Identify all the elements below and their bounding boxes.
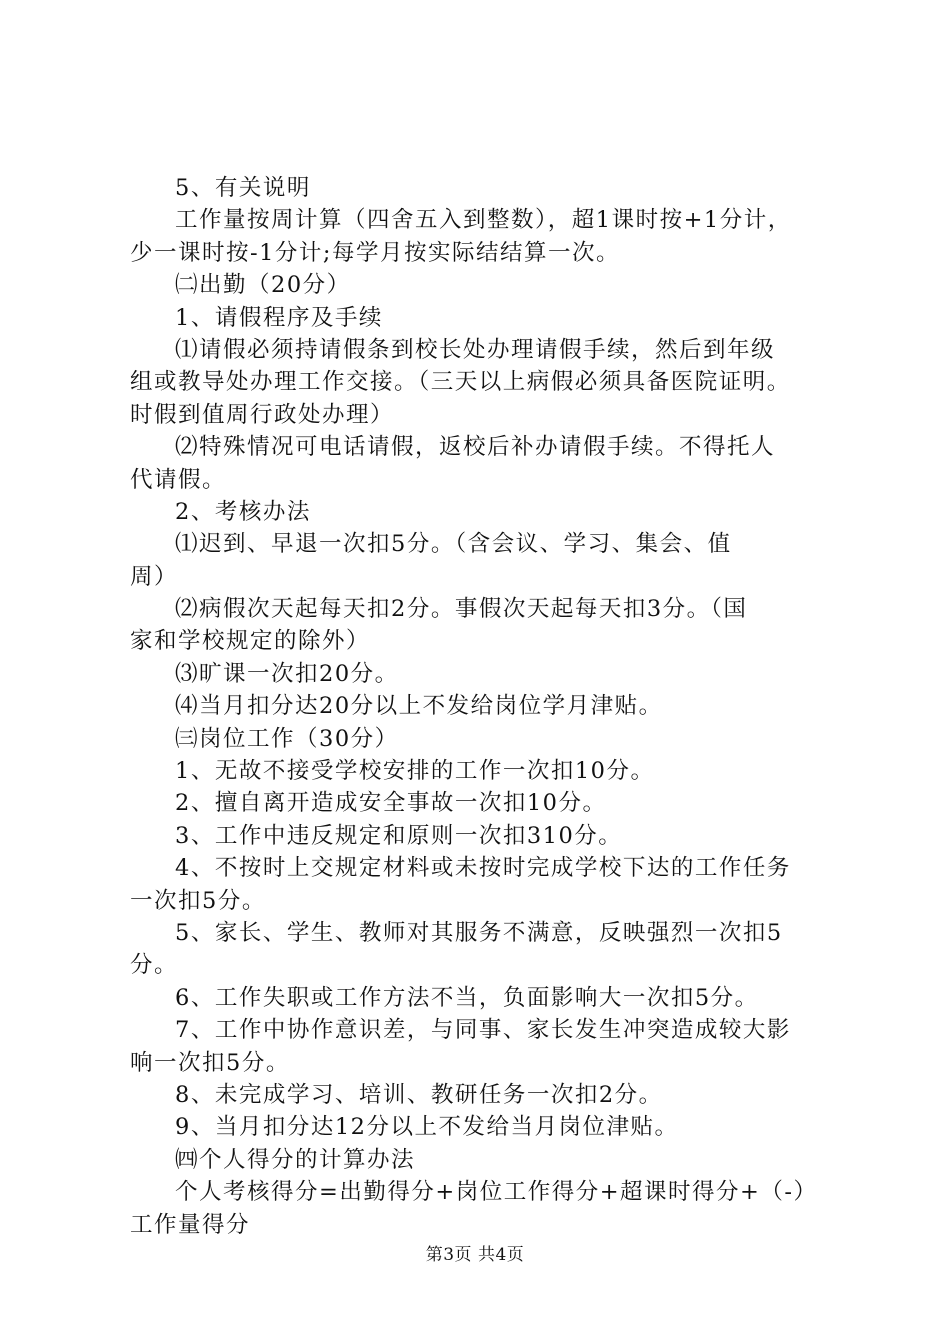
- text-line: 2、擅自离开造成安全事故一次扣10分。: [175, 790, 607, 817]
- text-line: 一次扣5分。: [130, 887, 266, 914]
- text-line: 5、有关说明: [175, 175, 311, 201]
- text-line: 2、考核办法: [175, 498, 311, 525]
- text-line: 5、家长、学生、教师对其服务不满意，反映强烈一次扣5: [175, 919, 783, 946]
- text-line: 3、工作中违反规定和原则一次扣310分。: [175, 822, 623, 849]
- text-line: ⑵特殊情况可电话请假，返校后补办请假手续。不得托人: [175, 434, 776, 461]
- page-footer: 第3页 共4页: [425, 1245, 525, 1265]
- text-line: 代请假。: [130, 466, 227, 493]
- text-line: ⑴请假必须持请假条到校长处办理请假手续，然后到年级: [175, 336, 776, 363]
- text-line: 1、无故不接受学校安排的工作一次扣10分。: [175, 758, 655, 785]
- text-line: ⑵病假次天起每天扣2分。事假次天起每天扣3分。（国: [175, 596, 748, 623]
- text-line: 分。: [130, 952, 179, 979]
- text-line: 响一次扣5分。: [130, 1049, 290, 1076]
- text-line: 工作量得分: [130, 1211, 251, 1238]
- text-line: 6、工作失职或工作方法不当，负面影响大一次扣5分。: [175, 984, 759, 1011]
- text-line: 8、未完成学习、培训、教研任务一次扣2分。: [175, 1081, 663, 1108]
- text-line: 时假到值周行政处办理）: [130, 401, 395, 428]
- document-body: [130, 172, 830, 1241]
- text-line: ⑷当月扣分达20分以上不发给岗位学月津贴。: [175, 693, 663, 720]
- text-line: ㈢岗位工作（30分）: [175, 725, 399, 752]
- text-line: 工作量按周计算（四舍五入到整数），超1课时按+1分计，: [175, 207, 792, 234]
- text-line: 7、工作中协作意识差，与同事、家长发生冲突造成较大影: [175, 1017, 791, 1044]
- text-line: 组或教导处办理工作交接。（三天以上病假必须具备医院证明。: [130, 369, 791, 396]
- text-line: 个人考核得分=出勤得分+岗位工作得分+超课时得分+（-）: [175, 1179, 818, 1206]
- text-line: 家和学校规定的除外）: [130, 628, 371, 655]
- text-line: 1、请假程序及手续: [175, 304, 383, 331]
- text-line: ⑶旷课一次扣20分。: [175, 660, 399, 687]
- text-line: ㈣个人得分的计算办法: [175, 1146, 416, 1173]
- text-line: ⑴迟到、早退一次扣5分。（含会议、学习、集会、值: [175, 531, 732, 558]
- text-line: 少一课时按-1分计;每学月按实际结结算一次。: [130, 239, 620, 266]
- text-line: 4、不按时上交规定材料或未按时完成学校下达的工作任务: [175, 855, 791, 882]
- text-line: 9、当月扣分达12分以上不发给当月岗位津贴。: [175, 1114, 679, 1141]
- text-line: 周）: [130, 563, 179, 590]
- text-line: ㈡出勤（20分）: [175, 272, 351, 299]
